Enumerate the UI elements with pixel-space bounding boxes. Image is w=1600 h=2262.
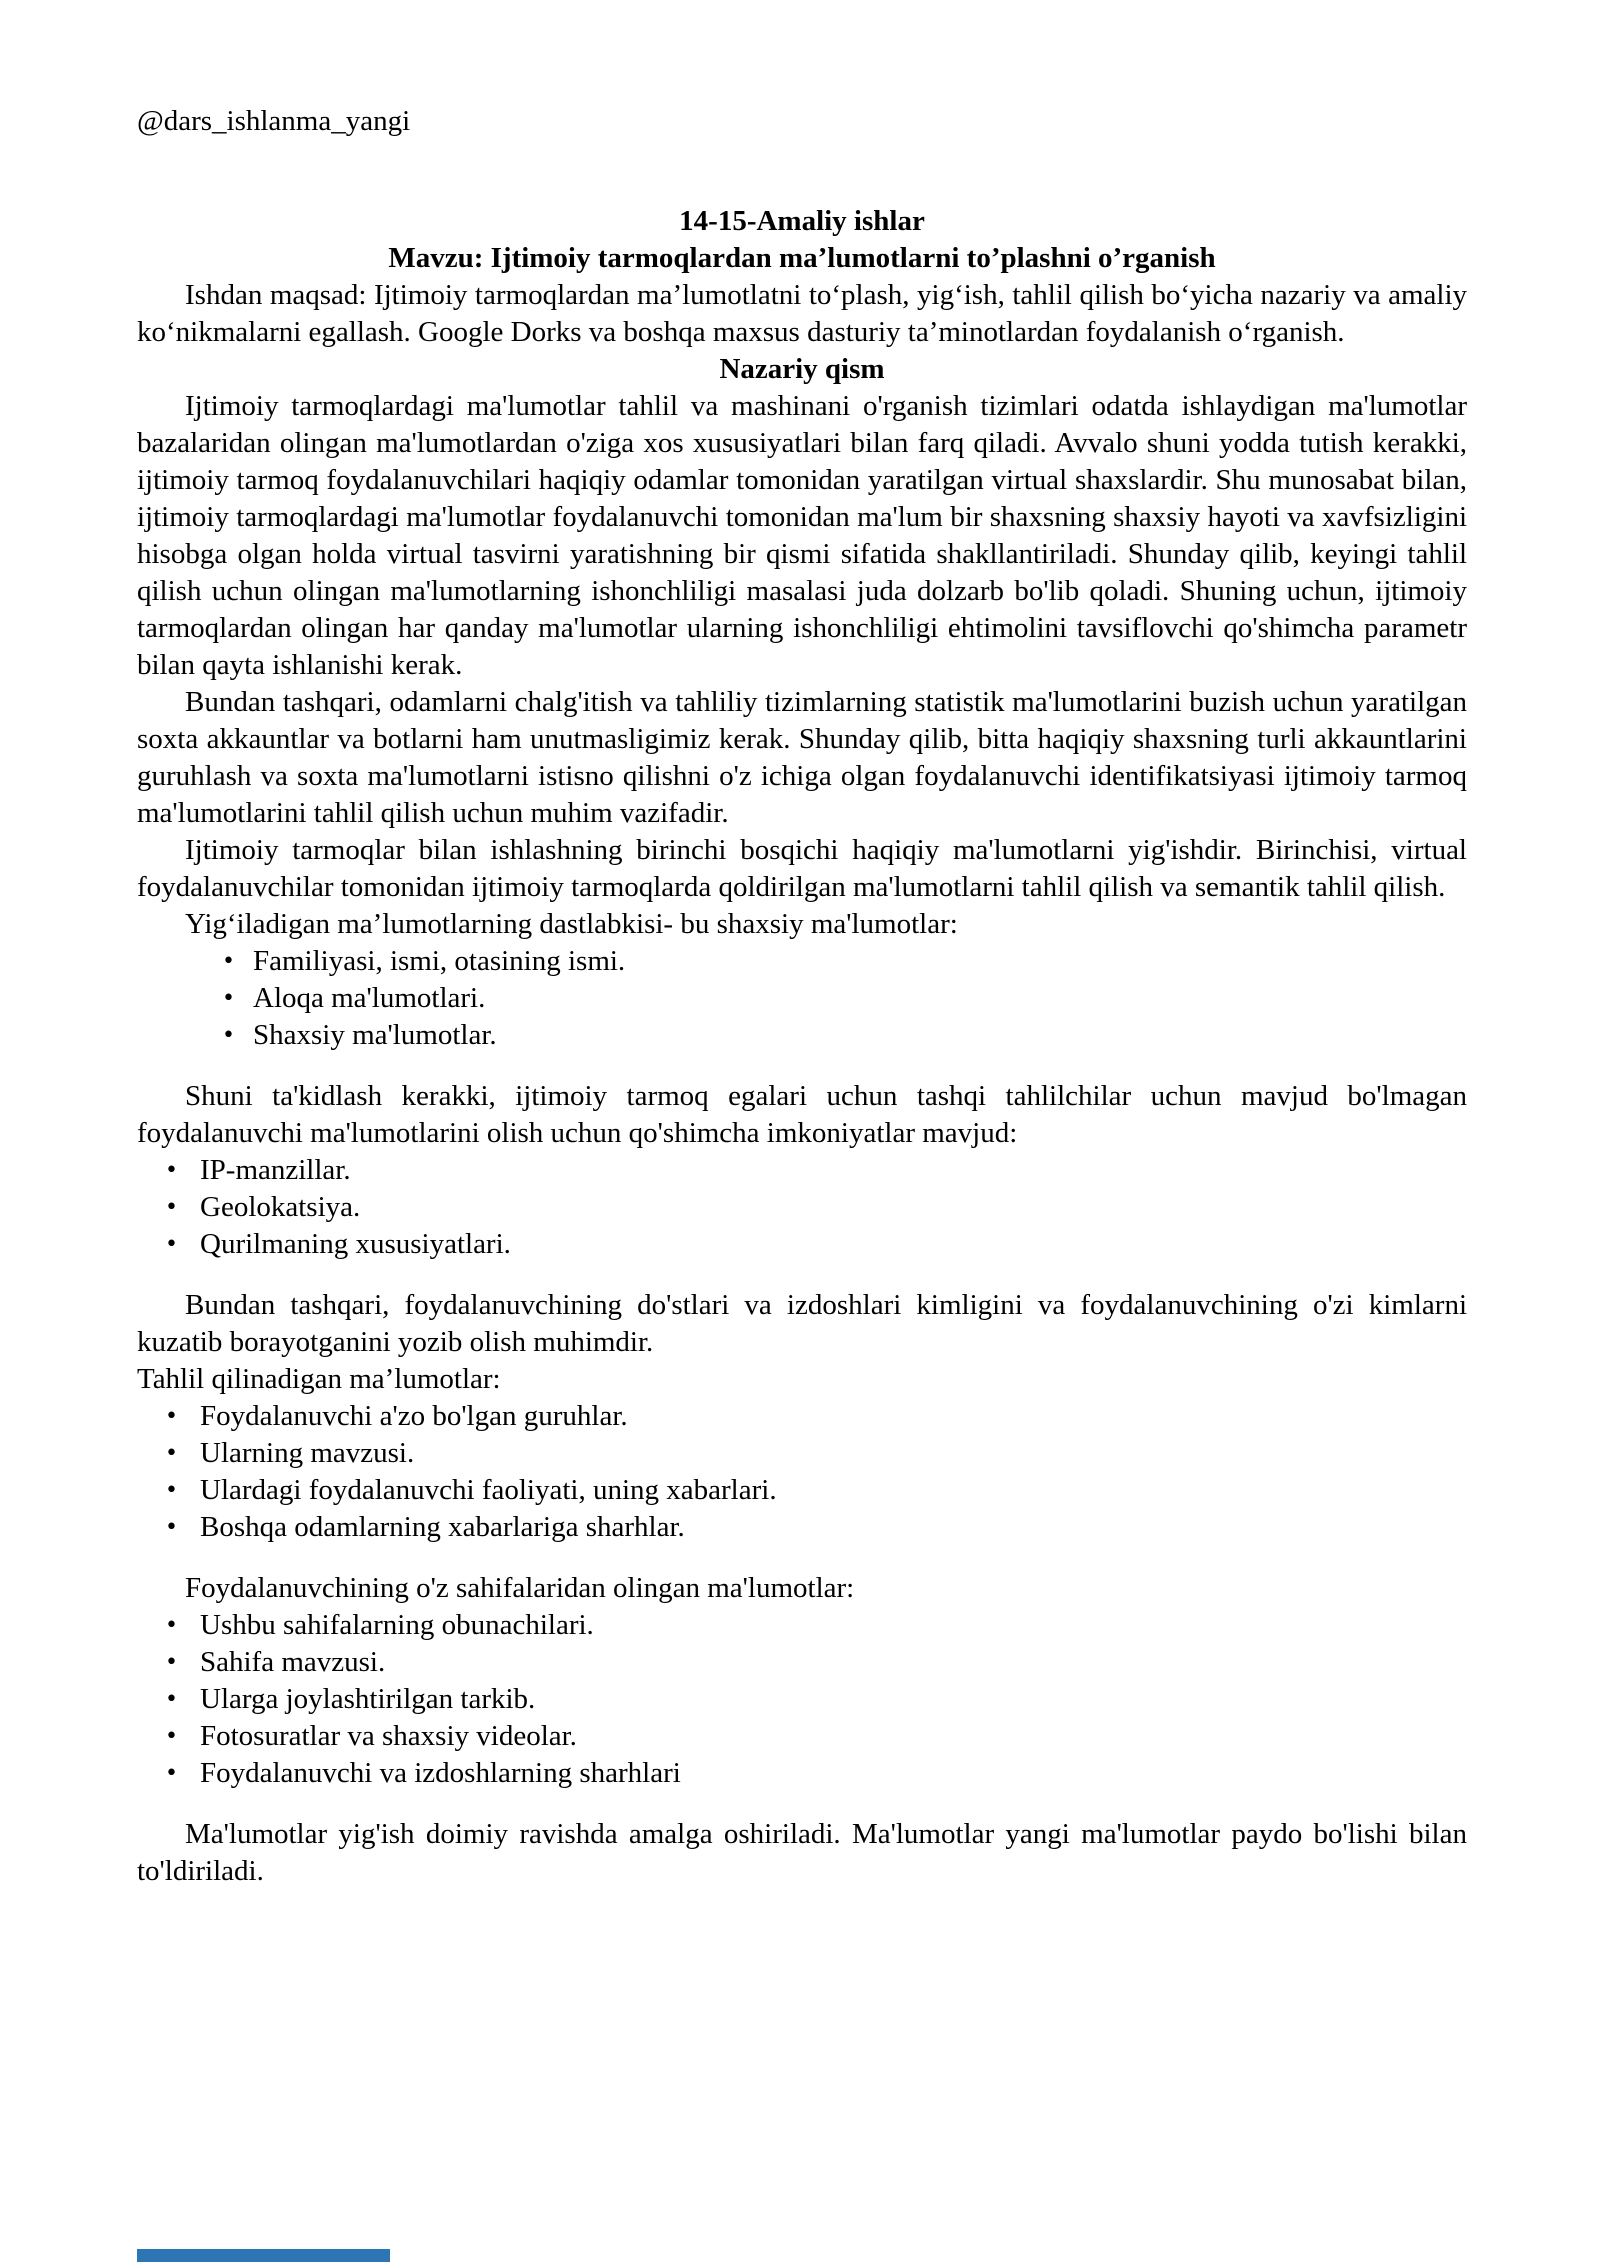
list-item [137,1509,1467,1546]
personal-data-lead: Yig‘iladigan ma’lumotlarning dastlabkisi- bu shaxsiy ma'lumotlar: [185,908,958,940]
bullet-icon: • [165,1232,178,1257]
bullet-icon: • [165,1158,178,1183]
next-page-blue-bar [137,2249,390,2262]
followers-paragraph: Bundan tashqari, foydalanuvchining do'stlari va izdoshlari kimligini va foydalanuvchining o'zi kimlarni kuzatib borayotganini yozib olish muhimdir. [137,1289,1467,1358]
list-item-text: IP-manzillar. [200,1154,351,1186]
list-item-text: Ulardagi foydalanuvchi faoliyati, uning xabarlari. [200,1474,777,1506]
list-item [137,1226,1467,1263]
list-item [137,943,1467,980]
bullet-icon: • [165,1761,178,1786]
bullet-icon: • [165,1441,178,1466]
list-item-text: Ularning mavzusi. [200,1437,415,1469]
list-item-text: Fotosuratlar va shaxsiy videolar. [200,1720,577,1752]
owners-paragraph: Shuni ta'kidlash kerakki, ijtimoiy tarmoq egalari uchun tashqi tahlilchilar uchun mavjud bo'lmagan foydalanuvchi ma'lumotlarini olish uchun qo'shimcha imkoniyatlar mavjud: [137,1080,1467,1149]
bullet-icon: • [165,1515,178,1540]
list-item [137,1398,1467,1435]
bullet-icon: • [165,1687,178,1712]
list-item [137,1681,1467,1718]
list-item [137,1189,1467,1226]
list-item-text: Ushbu sahifalarning obunachilari. [200,1609,594,1641]
bullet-icon: • [222,986,235,1011]
list-item [137,1435,1467,1472]
channel-watermark: @dars_ishlanma_yangi [137,105,411,137]
bullet-icon: • [222,1023,235,1048]
list-item-text: Sahifa mavzusi. [200,1646,386,1678]
list-item-text: Ularga joylashtirilgan tarkib. [200,1683,536,1715]
list-item [137,1718,1467,1755]
list-item-text: Qurilmaning xususiyatlari. [200,1228,511,1260]
topic-subtitle: Mavzu: Ijtimoiy tarmoqlardan ma’lumotlarni to’plashni o’rganish [388,242,1216,274]
list-item-text: Foydalanuvchi a'zo bo'lgan guruhlar. [200,1400,628,1432]
bullet-icon: • [165,1613,178,1638]
list-item [137,1152,1467,1189]
list-item [137,1607,1467,1644]
analyzed-data-lead: Tahlil qilinadigan ma’lumotlar: [137,1363,501,1395]
list-item [137,980,1467,1017]
bullet-icon: • [222,949,235,974]
bullet-icon: • [165,1650,178,1675]
list-item-text: Foydalanuvchi va izdoshlarning sharhlari [200,1757,681,1789]
list-item [137,1017,1467,1054]
list-item [137,1472,1467,1509]
list-item-text: Familiyasi, ismi, otasining ismi. [253,945,626,977]
list-item [137,1755,1467,1792]
section-heading: Nazariy qism [719,353,885,385]
bullet-icon: • [165,1195,178,1220]
page-title: 14-15-Amaliy ishlar [679,205,925,237]
bullet-icon: • [165,1724,178,1749]
list-item-text: Aloqa ma'lumotlari. [253,982,486,1014]
purpose-paragraph: Ishdan maqsad: Ijtimoiy tarmoqlardan ma’lumotlatni to‘plash, yig‘ish, tahlil qilish bo‘yicha nazariy va amaliy ko‘nikmalarni egallash. Google Dorks va boshqa maxsus dasturiy ta’minotlardan foydalanish o‘rganish. [137,279,1467,348]
fake-accounts-paragraph: Bundan tashqari, odamlarni chalg'itish va tahliliy tizimlarning statistik ma'lumotlarini buzish uchun yaratilgan soxta akkauntlar va botlarni ham unutmasligimiz kerak. Shunday qilib, bitta haqiqiy shaxsning turli akkauntlarini guruhlash va soxta ma'lumotlarni istisno qilishni o'z ichiga olgan foydalanuvchi identifikatsiyasi ijtimoiy tarmoq ma'lumotlarini tahlil qilish uchun muhim vazifadir. [137,686,1467,829]
closing-paragraph: Ma'lumotlar yig'ish doimiy ravishda amalga oshiriladi. Ma'lumotlar yangi ma'lumotlar paydo bo'lishi bilan to'ldiriladi. [137,1818,1467,1887]
first-stage-paragraph: Ijtimoiy tarmoqlar bilan ishlashning birinchi bosqichi haqiqiy ma'lumotlarni yig'ishdir. Birinchisi, virtual foydalanuvchilar tomonidan ijtimoiy tarmoqlarda qoldirilgan ma'lumotlarni tahlil qilish va semantik tahlil qilish. [137,834,1467,903]
bullet-icon: • [165,1404,178,1429]
intro-paragraph: Ijtimoiy tarmoqlardagi ma'lumotlar tahlil va mashinani o'rganish tizimlari odatda ishlaydigan ma'lumotlar bazalaridan olingan ma'lumotlardan o'ziga xos xususiyatlari bilan farq qiladi. Avvalo shuni yodda tutish kerakki, ijtimoiy tarmoq foydalanuvchilari haqiqiy odamlar tomonidan yaratilgan virtual shaxslardir. Shu munosabat bilan, ijtimoiy tarmoqlardagi ma'lumotlar foydalanuvchi tomonidan ma'lum bir shaxsning shaxsiy hayoti va xavfsizligini hisobga olgan holda virtual tasvirni yaratishning bir qismi sifatida shakllantiriladi. Shunday qilib, keyingi tahlil qilish uchun olingan ma'lumotlarning ishonchliligi masalasi juda dolzarb bo'lib qoladi. Shuning uchun, ijtimoiy tarmoqlardan olingan har qanday ma'lumotlar ularning ishonchliligi ehtimolini tavsiflovchi qo'shimcha parametr bilan qayta ishlanishi kerak. [137,390,1467,681]
list-item [137,1644,1467,1681]
list-item-text: Boshqa odamlarning xabarlariga sharhlar. [200,1511,685,1543]
list-item-text: Shaxsiy ma'lumotlar. [253,1019,497,1051]
user-pages-lead: Foydalanuvchining o'z sahifalaridan olingan ma'lumotlar: [185,1572,855,1604]
list-item-text: Geolokatsiya. [200,1191,361,1223]
bullet-icon: • [165,1478,178,1503]
